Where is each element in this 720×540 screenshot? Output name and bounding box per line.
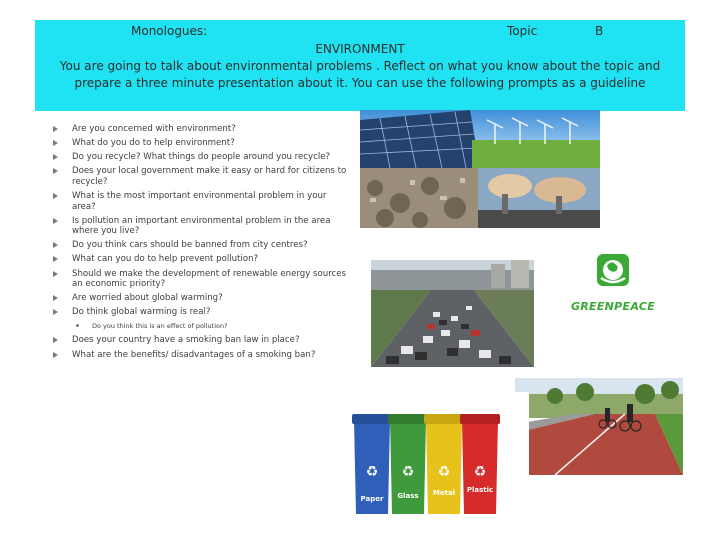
arrow-bullet-icon <box>53 309 58 315</box>
prompt-item <box>52 138 352 149</box>
prompt-text: What is the most important environmental problem in your area? <box>72 190 327 212</box>
bin-label-metal: Metal <box>432 489 456 497</box>
arrow-bullet-icon <box>53 271 58 277</box>
bike-lane-image <box>515 378 683 475</box>
prompt-text: Is pollution an important environmental problem in the area where you live? <box>72 215 331 237</box>
prompt-text: Do you think cars should be banned from city centres? <box>72 240 308 251</box>
dot-bullet-icon <box>76 324 79 327</box>
prompt-item <box>52 307 352 318</box>
prompt-text: Do you recycle? What things do people around you recycle? <box>72 152 331 163</box>
prompt-text: What do you do to help environment? <box>72 138 235 149</box>
prompt-item <box>52 240 352 251</box>
pollution-image <box>360 168 600 228</box>
prompt-text: What are the benefits/ disadvantages of a smoking ban? <box>72 349 316 360</box>
prompt-item <box>52 166 352 187</box>
greenpeace-logo-text: GREENPEACE <box>570 300 656 313</box>
page-title: ENVIRONMENT <box>315 42 405 56</box>
prompt-text: Are worried about global warming? <box>72 293 223 304</box>
prompt-item <box>52 254 352 265</box>
prompt-list <box>52 124 352 364</box>
prompt-text: What can you do to help prevent pollution? <box>72 254 259 265</box>
arrow-bullet-icon <box>53 256 58 262</box>
prompt-text: Does your local government make it easy or hard for citizens to recycle? <box>72 166 347 187</box>
monologues-label: Monologues: <box>131 24 208 38</box>
prompt-text: Does your country have a smoking ban law in place? <box>72 335 300 346</box>
recycle-icon: ♻ <box>365 464 379 480</box>
bin-label-glass: Glass <box>397 492 419 500</box>
arrow-bullet-icon <box>53 126 58 132</box>
prompt-item <box>52 191 352 212</box>
instructions-line-1: You are going to talk about environmental problems . Reflect on what you know about the topic and <box>59 59 661 73</box>
recycle-icon: ♻ <box>401 464 415 480</box>
arrow-bullet-icon <box>53 168 58 174</box>
prompt-item <box>52 216 352 237</box>
prompt-text: Do think global warming is real? <box>72 307 211 318</box>
prompt-item <box>52 269 352 290</box>
arrow-bullet-icon <box>53 218 58 224</box>
prompt-text: Do you think this is an effect of pollution? <box>92 322 228 331</box>
header-banner <box>35 20 685 111</box>
recycle-icon: ♻ <box>437 464 451 480</box>
prompt-item <box>52 350 352 361</box>
prompt-item <box>52 293 352 304</box>
topic-label: Topic <box>507 24 538 38</box>
sub-prompt-item <box>52 321 352 331</box>
prompt-text: Are you concerned with environment? <box>72 124 236 134</box>
prompt-text: Should we make the development of renewable energy sources an economic priority? <box>72 268 347 290</box>
arrow-bullet-icon <box>53 154 58 160</box>
arrow-bullet-icon <box>53 352 58 358</box>
prompt-item <box>52 152 352 163</box>
renewable-energy-image <box>360 110 600 168</box>
traffic-jam-image <box>371 260 534 367</box>
arrow-bullet-icon <box>53 295 58 301</box>
bin-label-paper: Paper <box>360 495 384 503</box>
arrow-bullet-icon <box>53 337 58 343</box>
recycle-icon: ♻ <box>473 464 487 480</box>
recycling-bins-image <box>332 392 529 540</box>
instructions-line-2: prepare a three minute presentation about it. You can use the following prompts as a guideline <box>74 76 646 90</box>
greenpeace-logo <box>557 248 669 320</box>
arrow-bullet-icon <box>53 242 58 248</box>
prompt-item <box>52 335 352 346</box>
arrow-bullet-icon <box>53 193 58 199</box>
topic-letter: B <box>595 24 604 38</box>
arrow-bullet-icon <box>53 140 58 146</box>
bin-label-plastic: Plastic <box>466 486 494 494</box>
prompt-item <box>52 124 352 135</box>
